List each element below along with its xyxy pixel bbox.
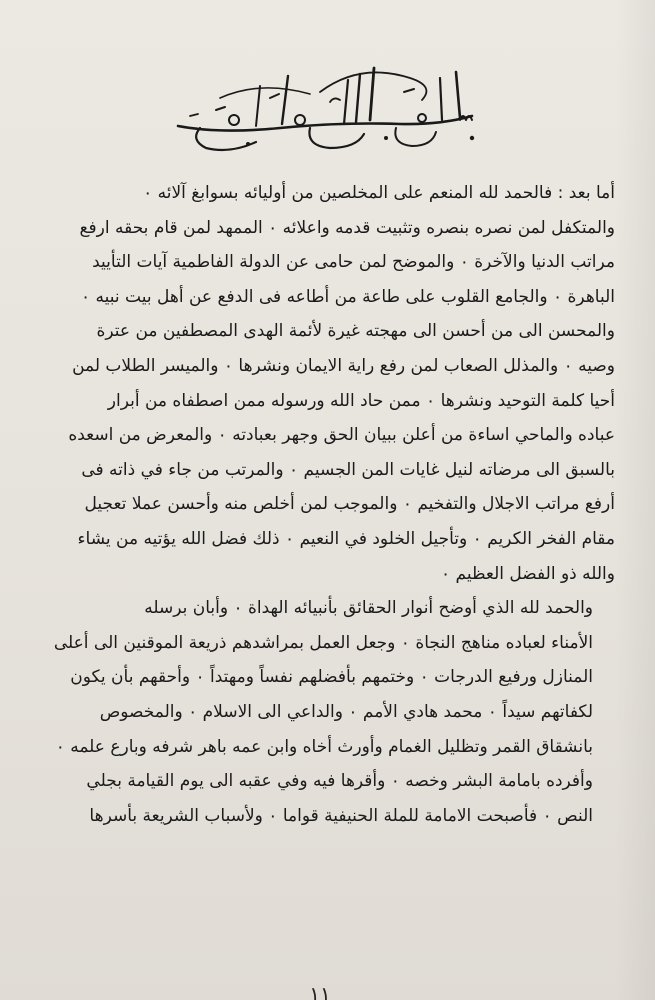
- text-line: والله ذو الفضل العظيم ٠: [440, 563, 615, 584]
- text-line: والحمد لله الذي أوضح أنوار الحقائق بأنبيائه الهداة ٠ وأبان برسله: [144, 598, 593, 619]
- text-line: أما بعد : فالحمد لله المنعم على المخلصين من أوليائه بسوابغ آلائه ٠: [143, 183, 615, 203]
- text-line: أرفع مراتب الاجلال والتفخيم ٠ والموجب لمن أخلص منه وأحسن عملا تعجيل: [84, 494, 615, 515]
- page-number: ١١: [309, 984, 331, 1000]
- paragraph-1: [40, 176, 615, 591]
- text-line: والمتكفل لمن نصره بنصره وتثبيت قدمه واعلائه ٠ الممهد لمن قام بحقه ارفع: [79, 217, 615, 238]
- text-line: بالسبق الى مرضاته لنيل غايات المن الجسيم ٠ والمرتب من جاء في ذاته فى: [81, 459, 615, 480]
- text-line: وصيه ٠ والمذلل الصعاب لمن رفع راية الايمان ونشرها ٠ والميسر الطلاب لمن: [72, 355, 615, 376]
- basmala-calligraphy-icon: [160, 58, 490, 158]
- text-line: أحيا كلمة التوحيد ونشرها ٠ ممن حاد الله ورسوله ممن اصطفاه من أبرار: [107, 390, 615, 411]
- text-line: الأمناء لعباده مناهج النجاة ٠ وجعل العمل بمراشدهم ذريعة الموقنين الى أعلى: [53, 632, 593, 653]
- basmala-calligraphy-heading: [160, 58, 490, 158]
- text-line: المنازل ورفيع الدرجات ٠ وختمهم بأفضلهم نفساً ومهتداً ٠ وأحقهم بأن يكون: [70, 667, 593, 688]
- text-line: لكفاتهم سيداً ٠ محمد هادي الأمم ٠ والداعي الى الاسلام ٠ والمخصوص: [99, 701, 593, 722]
- text-line: النص ٠ فأصبحت الامامة للملة الحنيفية قواما ٠ ولأسباب الشريعة بأسرها: [89, 805, 593, 826]
- text-line: وأفرده بامامة البشر وخصه ٠ وأقرها فيه وفي عقبه الى يوم القيامة بجلي: [86, 771, 593, 792]
- text-line: بانشقاق القمر وتظليل الغمام وأورث أخاه وابن عمه باهر شرفه وبارع علمه ٠: [55, 736, 593, 757]
- paragraph-2: [40, 591, 615, 833]
- text-line: عباده والماحي اساءة من أعلن ببيان الحق وجهر بعبادته ٠ والمعرض من اسعده: [68, 425, 615, 446]
- text-line: مراتب الدنيا والآخرة ٠ والموضح لمن حامى عن الدولة الفاطمية آيات التأييد: [92, 252, 615, 273]
- text-line: مقام الفخر الكريم ٠ وتأجيل الخلود في النعيم ٠ ذلك فضل الله يؤتيه من يشاء: [77, 528, 615, 549]
- text-line: والمحسن الى من أحسن الى مهجته غيرة لأئمة الهدى المصطفين من عترة: [96, 321, 615, 342]
- text-line: الباهرة ٠ والجامع القلوب على طاعة من أطاعه فى الدفع عن أهل بيت نبيه ٠: [81, 286, 615, 307]
- main-text: [40, 176, 615, 833]
